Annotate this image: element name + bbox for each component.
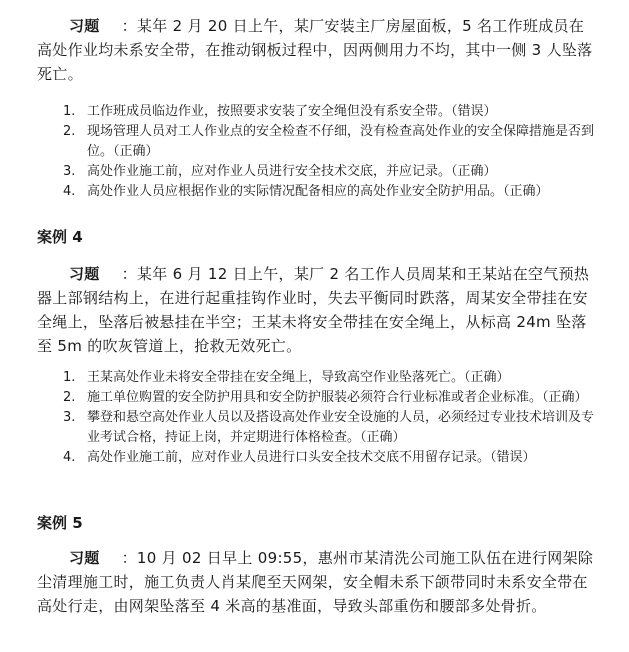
list-item: 3. 高处作业施工前，应对作业人员进行安全技术交底，并应记录。（正确） [63, 164, 497, 179]
case4-title: 案例 4 [37, 228, 83, 246]
case4-description: ：某年 6 月 12 日上午，某厂 2 名工作人员周某和王某站在空气预热器上部钢结构上，在进行起重挂钩作业时，失去平衡同时跌落，周某安全带挂在安全绳上，坠落后被悬挂在半空；王某未将安全带挂在安全绳上，从标高 24m 坠落至 5m 的吹灰管道上，抢救无效死亡。 [37, 265, 590, 355]
list-item: 1. 工作班成员临边作业，按照要求安装了安全绳但没有系安全带。（错误） [63, 104, 497, 119]
case5-exercise-label: 习题 [69, 549, 100, 567]
case4-exercise-label: 习题 [69, 265, 100, 283]
case3-paragraph [37, 14, 597, 86]
case5-title: 案例 5 [37, 514, 83, 532]
case4-paragraph [37, 262, 597, 358]
case4-statement-list [37, 368, 597, 468]
case5-paragraph [37, 546, 597, 618]
list-item: 1. 王某高处作业未将安全带挂在安全绳上，导致高空作业坠落死亡。（正确） [63, 370, 510, 385]
case3-description: ：某年 2 月 20 日上午，某厂安装主厂房屋面板，5 名工作班成员在高处作业均未系安全带，在推动钢板过程中，因两侧用力不均，其中一侧 3 人坠落死亡。 [37, 17, 593, 83]
list-item: 2. 现场管理人员对工人作业点的安全检查不仔细，没有检查高处作业的安全保障措施是否到位。（正确） [63, 124, 595, 159]
case3-exercise-label: 习题 [69, 17, 100, 35]
list-item: 4. 高处作业施工前，应对作业人员进行口头安全技术交底不用留存记录。（错误） [63, 450, 536, 465]
case3-statement-list [37, 102, 597, 202]
list-item: 3. 攀登和悬空高处作业人员以及搭设高处作业安全设施的人员，必须经过专业技术培训及专业考试合格，持证上岗，并定期进行体格检查。（正确） [63, 410, 595, 445]
list-item: 2. 施工单位购置的安全防护用具和安全防护服装必须符合行业标准或者企业标准。（正确） [63, 390, 588, 405]
list-item: 4. 高处作业人员应根据作业的实际情况配备相应的高处作业安全防护用品。（正确） [63, 184, 549, 199]
case5-description: ：10 月 02 日早上 09:55，惠州市某清洗公司施工队伍在进行网架除尘清理施工时，施工负责人肖某爬至天网架，安全帽未系下颌带同时未系安全带在高处行走，由网架坠落至 4 米高的基准面，导致头部重伤和腰部多处骨折。 [37, 549, 594, 615]
